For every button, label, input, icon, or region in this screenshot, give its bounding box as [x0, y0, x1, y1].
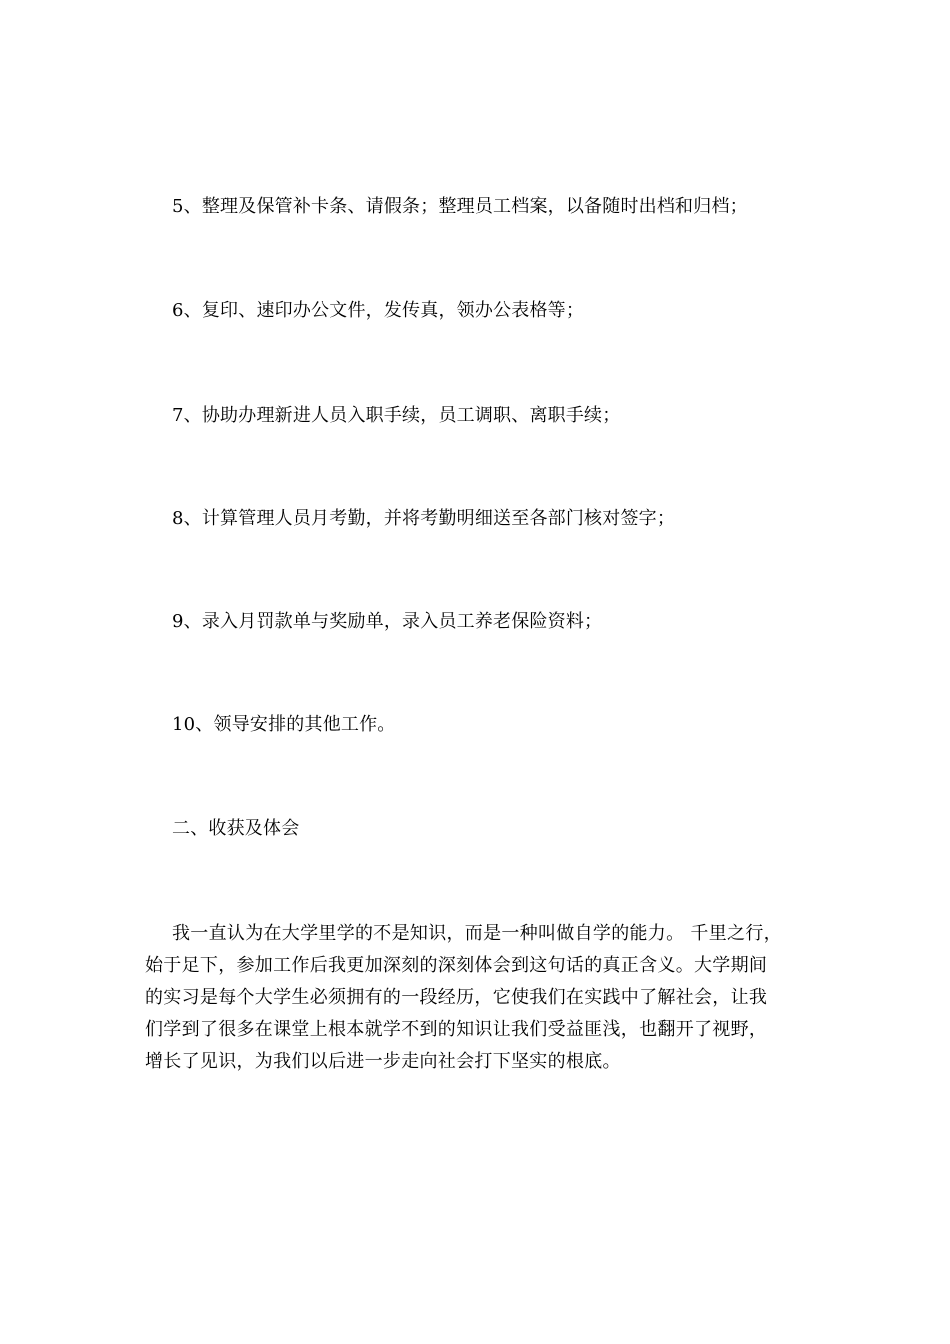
list-item-7: 7、协助办理新进人员入职手续，员工调职、离职手续；	[172, 405, 621, 426]
body-paragraph	[145, 918, 815, 1078]
list-item-8: 8、计算管理人员月考勤，并将考勤明细送至各部门核对签字；	[172, 508, 676, 529]
paragraph-line: 们学到了很多在课堂上根本就学不到的知识让我们受益匪浅，也翻开了视野，	[145, 1019, 768, 1040]
list-item-9: 9、录入月罚款单与奖励单，录入员工养老保险资料；	[172, 611, 603, 632]
section-heading: 二、收获及体会	[172, 818, 300, 839]
list-item-5: 5、整理及保管补卡条、请假条；整理员工档案，以备随时出档和归档；	[172, 196, 748, 217]
list-item-10: 10、领导安排的其他工作。	[172, 714, 396, 735]
paragraph-line: 的实习是每个大学生必须拥有的一段经历，它使我们在实践中了解社会，让我	[145, 987, 768, 1008]
paragraph-line: 我一直认为在大学里学的不是知识，而是一种叫做自学的能力。 千里之行，	[172, 923, 782, 944]
paragraph-line: 增长了见识，为我们以后进一步走向社会打下坚实的根底。	[145, 1051, 621, 1072]
list-item-6: 6、复印、速印办公文件，发传真，领办公表格等；	[172, 300, 585, 321]
paragraph-line: 始于足下，参加工作后我更加深刻的深刻体会到这句话的真正含义。大学期间	[145, 955, 768, 976]
